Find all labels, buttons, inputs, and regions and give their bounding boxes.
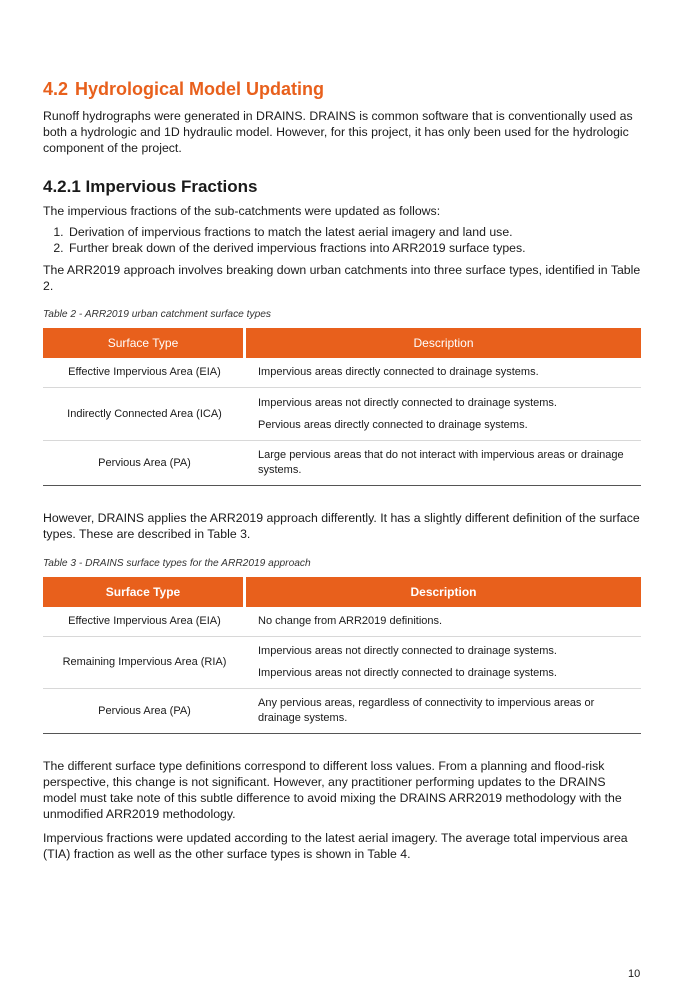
surface-type-cell: Effective Impervious Area (EIA)	[43, 607, 246, 637]
surface-type-cell: Indirectly Connected Area (ICA)	[43, 388, 246, 441]
table-row	[43, 637, 641, 689]
list-item: 1. Derivation of impervious fractions to match the latest aerial imagery and land use.	[67, 224, 641, 240]
surface-type-cell: Pervious Area (PA)	[43, 441, 246, 486]
table-2-caption: Table 2 - ARR2019 urban catchment surface types	[43, 309, 272, 320]
description-cell	[246, 607, 641, 637]
table-header-row	[43, 328, 641, 358]
list-item: 2. Further break down of the derived impervious fractions into ARR2019 surface types.	[67, 240, 641, 256]
table-row	[43, 388, 641, 441]
table-2	[43, 328, 641, 486]
steps-list	[43, 224, 641, 256]
table-row	[43, 358, 641, 388]
page-number: 10	[628, 968, 641, 980]
column-header-surface-type: Surface Type	[43, 577, 246, 607]
column-header-description: Description	[246, 328, 641, 358]
column-header-description: Description	[246, 577, 641, 607]
description-line: Pervious areas directly connected to drainage systems.	[258, 418, 528, 431]
table-3	[43, 577, 641, 734]
table-header-row	[43, 577, 641, 607]
table-row	[43, 441, 641, 486]
lead-paragraph: The impervious fractions of the sub-catchments were updated as follows:	[43, 204, 441, 218]
loss-values-paragraph: The different surface type definitions correspond to different loss values. From a planning and flood-risk perspective, this change is not significant. However, any practitioner performing updates to the DRAINS model must take note of this subtle difference to avoid mixing the DRAINS ARR2019 methodology with the unmodified ARR2019 methodology.	[43, 759, 622, 821]
section-heading	[43, 78, 641, 100]
column-header-surface-type: Surface Type	[43, 328, 246, 358]
drains-note-paragraph: However, DRAINS applies the ARR2019 approach differently. It has a slightly different definition of the surface types. These are described in Table 3.	[43, 511, 640, 541]
description-line: Impervious areas not directly connected to drainage systems.	[258, 645, 557, 657]
description-cell	[246, 358, 641, 388]
approach-paragraph: The ARR2019 approach involves breaking down urban catchments into three surface types, identified in Table 2.	[43, 263, 641, 293]
table-row	[43, 607, 641, 637]
subsection-heading: 4.2.1 Impervious Fractions	[43, 177, 258, 196]
description-cell	[246, 441, 641, 486]
description-line: Impervious areas not directly connected to drainage systems.	[258, 667, 557, 679]
description-cell	[246, 637, 641, 689]
surface-type-cell: Remaining Impervious Area (RIA)	[43, 637, 246, 689]
description-line: Large pervious areas that do not interact with impervious areas or drainage systems.	[258, 449, 624, 476]
document-page	[43, 78, 641, 862]
table-3-caption: Table 3 - DRAINS surface types for the ARR2019 approach	[43, 558, 311, 569]
description-line: Impervious areas not directly connected to drainage systems.	[258, 396, 557, 409]
description-cell	[246, 689, 641, 734]
intro-paragraph: Runoff hydrographs were generated in DRAINS. DRAINS is common software that is conventionally used as both a hydrologic and 1D hydraulic model. However, for this project, it has only been used for the hydrologic component of the project.	[43, 109, 633, 155]
section-number: 4.2	[43, 79, 69, 99]
description-line: No change from ARR2019 definitions.	[258, 615, 443, 627]
surface-type-cell: Effective Impervious Area (EIA)	[43, 358, 246, 388]
closing-paragraph: Impervious fractions were updated according to the latest aerial imagery. The average total impervious area (TIA) fraction as well as the other surface types is shown in Table 4.	[43, 831, 628, 861]
description-line: Any pervious areas, regardless of connectivity to impervious areas or drainage systems.	[258, 697, 595, 724]
description-cell	[246, 388, 641, 441]
description-line: Impervious areas directly connected to drainage systems.	[258, 366, 539, 378]
surface-type-cell: Pervious Area (PA)	[43, 689, 246, 734]
section-title: Hydrological Model Updating	[75, 79, 325, 99]
table-row	[43, 689, 641, 734]
